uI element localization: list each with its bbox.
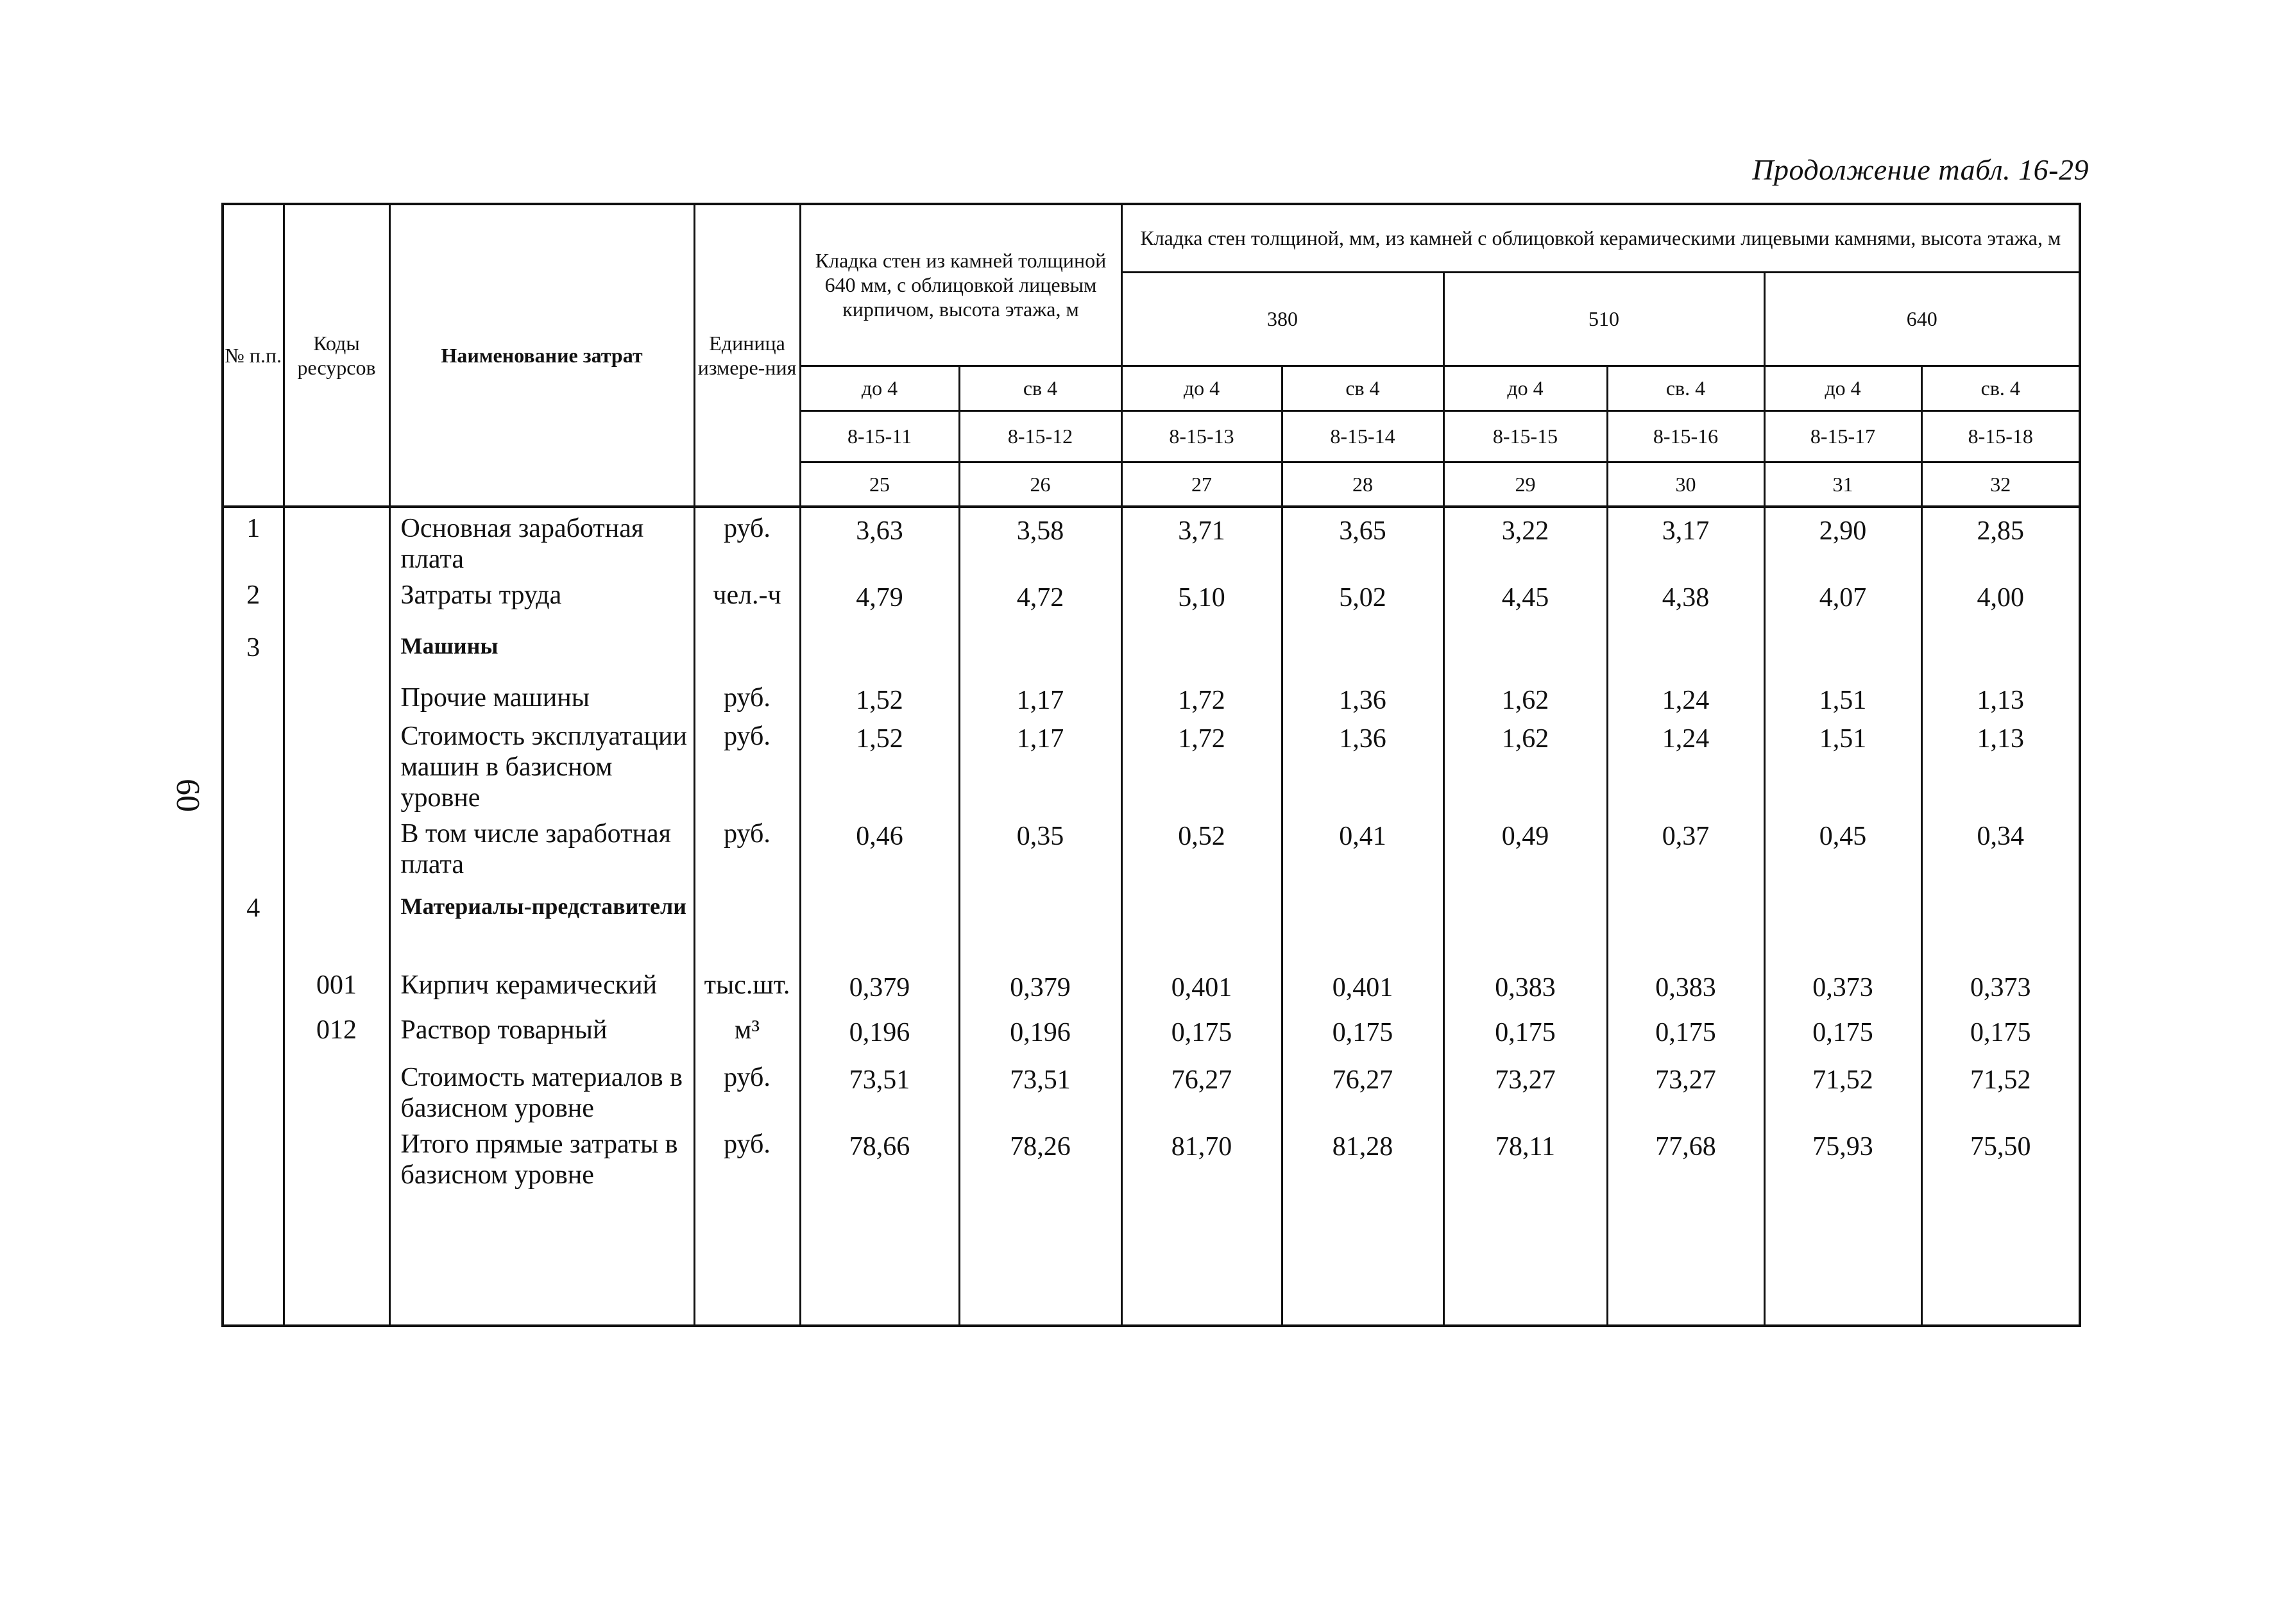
value-cell: 71,52 [1764,1057,1921,1124]
header-code-number: 8-15-13 [1121,410,1282,462]
value-cell: 1,62 [1443,716,1607,813]
value-cell [959,627,1121,677]
row-number [223,1010,284,1057]
value-cell: 3,17 [1607,507,1764,575]
value-cell: 0,379 [800,965,959,1010]
header-height: до 4 [1121,366,1282,410]
header-code-number: 8-15-14 [1282,410,1443,462]
header-thickness-640: 640 [1764,272,2080,366]
header-num: № п.п. [223,204,284,507]
empty-cell [1921,1194,2080,1326]
value-cell: 0,35 [959,813,1121,888]
value-cell: 76,27 [1282,1057,1443,1124]
value-cell: 4,72 [959,575,1121,627]
empty-cell [284,1194,389,1326]
cost-table [221,203,2081,1327]
value-cell [959,888,1121,965]
resource-code: 001 [284,965,389,1010]
value-cell: 73,27 [1607,1057,1764,1124]
row-number: 2 [223,575,284,627]
value-cell: 4,79 [800,575,959,627]
header-column-number: 26 [959,462,1121,507]
value-cell: 1,24 [1607,716,1764,813]
value-cell: 5,02 [1282,575,1443,627]
value-cell: 0,175 [1282,1010,1443,1057]
value-cell: 73,51 [800,1057,959,1124]
header-column-number: 29 [1443,462,1607,507]
cost-name: Раствор товарный [389,1010,694,1057]
header-code-number: 8-15-15 [1443,410,1607,462]
value-cell: 81,70 [1121,1124,1282,1194]
value-cell: 3,65 [1282,507,1443,575]
value-cell: 1,17 [959,716,1121,813]
unit: м³ [694,1010,800,1057]
value-cell: 0,49 [1443,813,1607,888]
empty-cell [223,1194,284,1326]
value-cell [1443,627,1607,677]
value-cell: 3,22 [1443,507,1607,575]
value-cell: 0,383 [1443,965,1607,1010]
table-row [223,965,2080,1010]
resource-code [284,575,389,627]
unit: руб. [694,1057,800,1124]
value-cell: 0,175 [1764,1010,1921,1057]
unit: чел.-ч [694,575,800,627]
header-code-number: 8-15-11 [800,410,959,462]
table-row [223,1010,2080,1057]
resource-code [284,813,389,888]
table-row [223,813,2080,888]
header-group-brick-facing: Кладка стен из камней толщиной 640 мм, с облицовкой лицевым кирпичом, высота этажа, м [800,204,1121,366]
value-cell: 78,26 [959,1124,1121,1194]
header-column-number: 31 [1764,462,1921,507]
value-cell: 0,175 [1443,1010,1607,1057]
value-cell: 75,93 [1764,1124,1921,1194]
table-row [223,1124,2080,1194]
empty-cell [389,1194,694,1326]
unit [694,627,800,677]
header-height: св. 4 [1607,366,1764,410]
row-number [223,965,284,1010]
header-height: св. 4 [1921,366,2080,410]
empty-cell [1607,1194,1764,1326]
header-column-number: 28 [1282,462,1443,507]
value-cell [1764,888,1921,965]
cost-name: Затраты труда [389,575,694,627]
row-number [223,1124,284,1194]
row-number [223,1057,284,1124]
value-cell [1764,627,1921,677]
unit: тыс.шт. [694,965,800,1010]
value-cell [1921,888,2080,965]
value-cell: 77,68 [1607,1124,1764,1194]
resource-code [284,507,389,575]
unit: руб. [694,677,800,716]
header-thickness-380: 380 [1121,272,1443,366]
table-continuation-caption: Продолжение табл. 16-29 [1752,153,2089,186]
header-height: св 4 [959,366,1121,410]
value-cell: 0,373 [1921,965,2080,1010]
value-cell: 4,07 [1764,575,1921,627]
value-cell [1607,888,1764,965]
value-cell: 1,62 [1443,677,1607,716]
table-row [223,677,2080,716]
value-cell: 0,401 [1121,965,1282,1010]
table-body [223,507,2080,1326]
header-code-number: 8-15-17 [1764,410,1921,462]
table-row [223,888,2080,965]
value-cell: 73,51 [959,1057,1121,1124]
resource-code [284,627,389,677]
unit: руб. [694,813,800,888]
resource-code [284,716,389,813]
empty-cell [800,1194,959,1326]
value-cell: 3,63 [800,507,959,575]
value-cell [1282,888,1443,965]
unit: руб. [694,1124,800,1194]
value-cell: 76,27 [1121,1057,1282,1124]
header-code: Коды ресурсов [284,204,389,507]
header-code-number: 8-15-16 [1607,410,1764,462]
header-name: Наименование затрат [389,204,694,507]
value-cell: 0,373 [1764,965,1921,1010]
value-cell: 0,383 [1607,965,1764,1010]
header-thickness-510: 510 [1443,272,1764,366]
value-cell: 1,24 [1607,677,1764,716]
value-cell: 0,196 [800,1010,959,1057]
row-number [223,716,284,813]
page-number: 60 [169,779,206,812]
row-number: 3 [223,627,284,677]
value-cell: 1,51 [1764,716,1921,813]
cost-name: Основная заработная плата [389,507,694,575]
value-cell [1121,627,1282,677]
value-cell: 73,27 [1443,1057,1607,1124]
header-group-ceramic-facing: Кладка стен толщиной, мм, из камней с облицовкой керамическими лицевыми камнями, высота этажа, м [1121,204,2080,272]
row-number: 4 [223,888,284,965]
header-code-number: 8-15-12 [959,410,1121,462]
header-column-number: 32 [1921,462,2080,507]
value-cell [800,888,959,965]
value-cell: 0,196 [959,1010,1121,1057]
cost-name: Стоимость материалов в базисном уровне [389,1057,694,1124]
empty-cell [1282,1194,1443,1326]
value-cell: 3,58 [959,507,1121,575]
value-cell: 1,36 [1282,716,1443,813]
value-cell: 4,00 [1921,575,2080,627]
value-cell: 0,175 [1921,1010,2080,1057]
value-cell [1282,627,1443,677]
value-cell: 2,90 [1764,507,1921,575]
table-header [223,204,2080,507]
cost-name: Машины [389,627,694,677]
unit: руб. [694,507,800,575]
empty-cell [1443,1194,1607,1326]
value-cell: 75,50 [1921,1124,2080,1194]
header-unit: Единица измере-ния [694,204,800,507]
table-row [223,1057,2080,1124]
cost-name: Кирпич керамический [389,965,694,1010]
row-number: 1 [223,507,284,575]
row-number [223,677,284,716]
value-cell: 1,52 [800,716,959,813]
value-cell: 5,10 [1121,575,1282,627]
value-cell: 0,379 [959,965,1121,1010]
value-cell: 1,72 [1121,716,1282,813]
resource-code [284,1124,389,1194]
header-height: св 4 [1282,366,1443,410]
empty-cell [1764,1194,1921,1326]
cost-name: Итого прямые затраты в базисном уровне [389,1124,694,1194]
resource-code [284,1057,389,1124]
value-cell: 0,45 [1764,813,1921,888]
empty-cell [959,1194,1121,1326]
table-row [223,575,2080,627]
value-cell: 1,17 [959,677,1121,716]
value-cell: 0,34 [1921,813,2080,888]
value-cell: 1,72 [1121,677,1282,716]
value-cell [800,627,959,677]
value-cell [1607,627,1764,677]
table-filler-row [223,1194,2080,1326]
value-cell: 0,175 [1607,1010,1764,1057]
value-cell: 78,66 [800,1124,959,1194]
header-column-number: 30 [1607,462,1764,507]
header-column-number: 25 [800,462,959,507]
empty-cell [694,1194,800,1326]
row-number [223,813,284,888]
table-row [223,716,2080,813]
resource-code [284,888,389,965]
value-cell: 4,45 [1443,575,1607,627]
header-code-number: 8-15-18 [1921,410,2080,462]
cost-name: В том числе заработная плата [389,813,694,888]
value-cell: 4,38 [1607,575,1764,627]
value-cell [1921,627,2080,677]
value-cell: 2,85 [1921,507,2080,575]
value-cell: 0,37 [1607,813,1764,888]
unit: руб. [694,716,800,813]
value-cell: 3,71 [1121,507,1282,575]
header-height: до 4 [800,366,959,410]
resource-code [284,677,389,716]
value-cell: 0,401 [1282,965,1443,1010]
cost-name: Стоимость эксплуатации машин в базисном уровне [389,716,694,813]
header-column-number: 27 [1121,462,1282,507]
value-cell: 1,36 [1282,677,1443,716]
resource-code: 012 [284,1010,389,1057]
value-cell: 81,28 [1282,1124,1443,1194]
value-cell: 0,46 [800,813,959,888]
unit [694,888,800,965]
value-cell [1121,888,1282,965]
value-cell: 0,41 [1282,813,1443,888]
value-cell: 1,13 [1921,677,2080,716]
header-height: до 4 [1443,366,1607,410]
empty-cell [1121,1194,1282,1326]
value-cell: 1,51 [1764,677,1921,716]
value-cell [1443,888,1607,965]
value-cell: 0,52 [1121,813,1282,888]
value-cell: 1,52 [800,677,959,716]
value-cell: 0,175 [1121,1010,1282,1057]
value-cell: 1,13 [1921,716,2080,813]
cost-name: Прочие машины [389,677,694,716]
cost-name: Материалы-представители [389,888,694,965]
table-row [223,507,2080,575]
table-row [223,627,2080,677]
value-cell: 71,52 [1921,1057,2080,1124]
value-cell: 78,11 [1443,1124,1607,1194]
header-height: до 4 [1764,366,1921,410]
